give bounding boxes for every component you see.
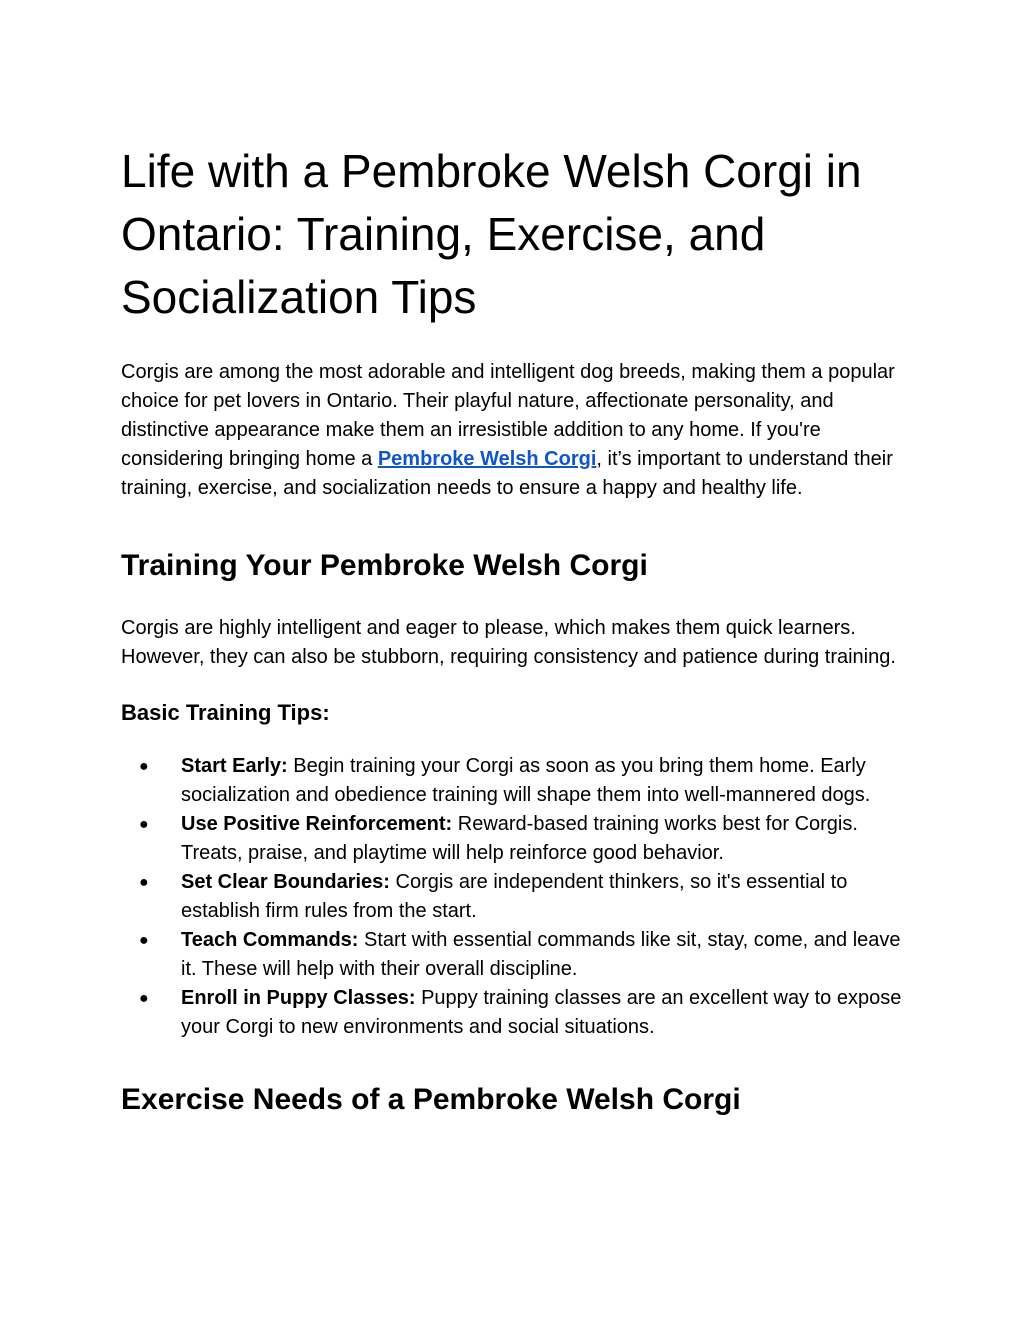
bullet-icon: ● <box>139 990 149 1007</box>
list-item <box>121 810 911 868</box>
tip-text: Begin training your Corgi as soon as you bring them home. Early socialization and obedience training will shape them into well-mannered dogs. <box>181 755 871 806</box>
basic-training-tips-heading: Basic Training Tips: <box>121 700 330 725</box>
tip-text: Start with essential commands like sit, stay, come, and leave it. These will help with their overall discipline. <box>181 929 901 980</box>
tip-term: Enroll in Puppy Classes: <box>181 987 416 1009</box>
training-paragraph: Corgis are highly intelligent and eager to please, which makes them quick learners. However, they can also be stubborn, requiring consistency and patience during training. <box>121 617 896 668</box>
intro-paragraph <box>121 358 911 503</box>
document-page <box>121 140 911 1120</box>
document-title: Life with a Pembroke Welsh Corgi in Ontario: Training, Exercise, and Socialization Tips <box>121 145 862 323</box>
exercise-heading: Exercise Needs of a Pembroke Welsh Corgi <box>121 1083 741 1116</box>
tip-term: Use Positive Reinforcement: <box>181 813 453 835</box>
tip-text: Reward-based training works best for Corgis. Treats, praise, and playtime will help reinforce good behavior. <box>181 813 858 864</box>
intro-text-after-link: , it’s important to understand their training, exercise, and socialization needs to ensure a happy and healthy life. <box>121 448 893 499</box>
list-item <box>121 752 911 810</box>
list-item <box>121 926 911 984</box>
bullet-icon: ● <box>139 874 149 891</box>
tip-term: Start Early: <box>181 755 288 777</box>
bullet-icon: ● <box>139 816 149 833</box>
bullet-icon: ● <box>139 758 149 775</box>
intro-text-before-link: Corgis are among the most adorable and intelligent dog breeds, making them a popular choice for pet lovers in Ontario. Their playful nature, affectionate personality, and distinctive appearance make them an irresistible addition to any home. If you're considering bringing home a <box>121 361 895 470</box>
tip-term: Set Clear Boundaries: <box>181 871 390 893</box>
bullet-icon: ● <box>139 932 149 949</box>
tip-text: Puppy training classes are an excellent way to expose your Corgi to new environments and social situations. <box>181 987 902 1038</box>
tip-term: Teach Commands: <box>181 929 359 951</box>
list-item <box>121 984 911 1042</box>
training-heading: Training Your Pembroke Welsh Corgi <box>121 549 648 582</box>
training-tips-list <box>121 752 911 1042</box>
tip-text: Corgis are independent thinkers, so it's essential to establish firm rules from the start. <box>181 871 848 922</box>
list-item <box>121 868 911 926</box>
pembroke-welsh-corgi-link[interactable]: Pembroke Welsh Corgi <box>377 448 597 470</box>
